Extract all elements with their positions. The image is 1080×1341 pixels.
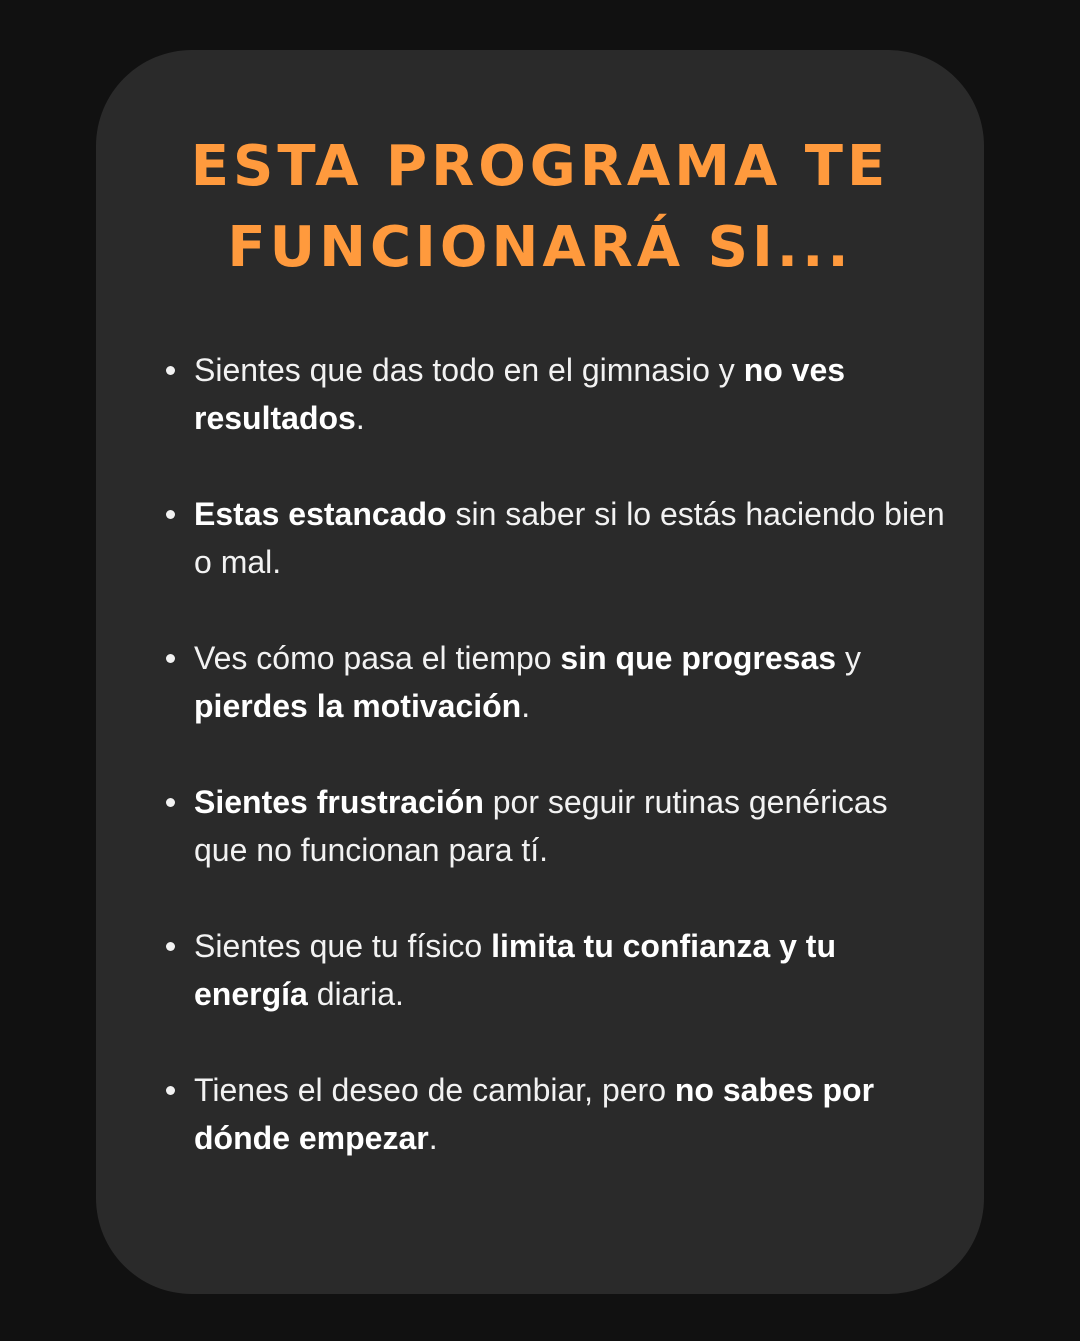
bullet-icon bbox=[166, 654, 175, 663]
title-line-1: ESTA PROGRAMA TE bbox=[190, 134, 890, 199]
item-text: sin saber si lo estás haciendo bien o mal. bbox=[194, 496, 945, 580]
bullet-icon bbox=[166, 366, 175, 375]
item-bold-text: no sabes por dónde empezar bbox=[194, 1072, 875, 1156]
item-text: . bbox=[355, 400, 365, 436]
item-text: Sientes que tu físico bbox=[194, 928, 492, 964]
item-bold-text: sin que progresas bbox=[560, 640, 837, 676]
list-item bbox=[166, 490, 946, 586]
item-bold-text: Estas estancado bbox=[194, 496, 447, 532]
item-bold-text: Sientes frustración bbox=[194, 784, 484, 820]
item-text: Tienes el deseo de cambiar, pero bbox=[194, 1072, 675, 1108]
bullet-icon bbox=[166, 942, 175, 951]
item-bold-text: limita tu confianza y tu energía bbox=[194, 928, 836, 1012]
list-item bbox=[166, 922, 946, 1018]
item-bold-text: pierdes la motivación bbox=[194, 688, 522, 724]
item-text: y bbox=[836, 640, 861, 676]
item-text: . bbox=[521, 688, 531, 724]
list-item bbox=[166, 1066, 946, 1162]
item-text: Ves cómo pasa el tiempo bbox=[194, 640, 561, 676]
benefit-list bbox=[166, 346, 946, 1210]
item-text: Sientes que das todo en el gimnasio y bbox=[194, 352, 744, 388]
list-item bbox=[166, 634, 946, 730]
item-text: diaria. bbox=[307, 976, 404, 1012]
list-item bbox=[166, 346, 946, 442]
page-title bbox=[0, 126, 1080, 288]
bullet-icon bbox=[166, 798, 175, 807]
item-text: . bbox=[428, 1120, 438, 1156]
list-item bbox=[166, 778, 946, 874]
title-line-2: FUNCIONARÁ SI... bbox=[227, 215, 853, 280]
item-text: por seguir rutinas genéricas que no funcionan para tí. bbox=[194, 784, 888, 868]
item-bold-text: no ves resultados bbox=[194, 352, 846, 436]
bullet-icon bbox=[166, 510, 175, 519]
bullet-icon bbox=[166, 1086, 175, 1095]
